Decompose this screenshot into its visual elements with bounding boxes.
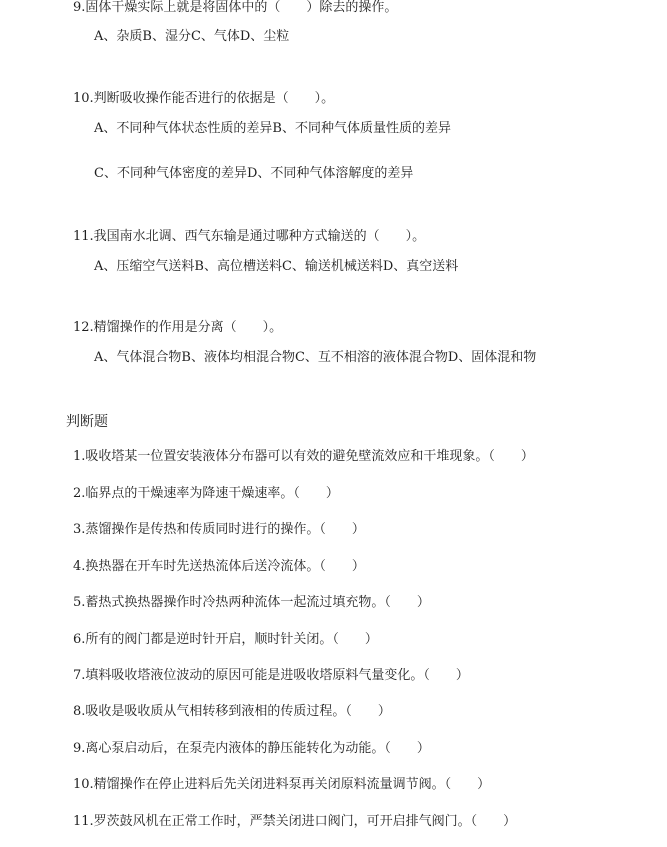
tf-question: 2.临界点的干燥速率为降速干燥速率。（ ） [73, 486, 339, 501]
question-options: A、杂质B、湿分C、气体D、尘粒 [94, 29, 290, 44]
question-stem: 9.固体干燥实际上就是将固体中的（ ）除去的操作。 [73, 0, 398, 15]
question-options: C、不同种气体密度的差异D、不同种气体溶解度的差异 [94, 166, 414, 181]
tf-question: 5.蓄热式换热器操作时冷热两种流体一起流过填充物。（ ） [73, 595, 430, 610]
question-stem: 12.精馏操作的作用是分离（ ）。 [73, 320, 283, 335]
tf-question: 1.吸收塔某一位置安装液体分布器可以有效的避免壁流效应和干堆现象。（ ） [73, 449, 534, 464]
tf-question: 11.罗茨鼓风机在正常工作时，严禁关闭进口阀门，可开启排气阀门。（ ） [73, 814, 517, 829]
tf-question: 6.所有的阀门都是逆时针开启，顺时针关闭。（ ） [73, 632, 378, 647]
question-stem: 10.判断吸收操作能否进行的依据是（ ）。 [73, 91, 335, 106]
question-options: A、气体混合物B、液体均相混合物C、互不相溶的液体混合物D、固体混和物 [94, 350, 537, 365]
tf-question: 3.蒸馏操作是传热和传质同时进行的操作。（ ） [73, 522, 365, 537]
tf-question: 9.离心泵启动后，在泵壳内液体的静压能转化为动能。（ ） [73, 741, 430, 756]
tf-question: 4.换热器在开车时先送热流体后送冷流体。（ ） [73, 559, 365, 574]
tf-question: 7.填料吸收塔液位波动的原因可能是进吸收塔原料气量变化。（ ） [73, 668, 469, 683]
question-options: A、压缩空气送料B、高位槽送料C、输送机械送料D、真空送料 [94, 259, 459, 274]
tf-question: 8.吸收是吸收质从气相转移到液相的传质过程。（ ） [73, 704, 391, 719]
question-stem: 11.我国南水北调、西气东输是通过哪种方式输送的（ ）。 [73, 229, 426, 244]
tf-question: 10.精馏操作在停止进料后先关闭进料泵再关闭原料流量调节阀。（ ） [73, 777, 491, 792]
question-options: A、不同种气体状态性质的差异B、不同种气体质量性质的差异 [94, 121, 451, 136]
section-heading: 判断题 [66, 414, 108, 430]
